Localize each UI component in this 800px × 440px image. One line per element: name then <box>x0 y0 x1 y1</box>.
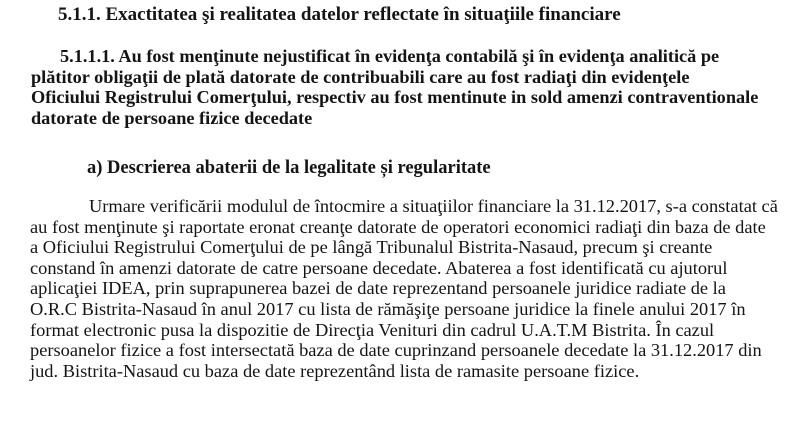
paragraph-line: format electronic pusa la dispozitie de Direcţia Venituri din cadrul U.A.T.M Bistrita. În cazul <box>30 319 715 340</box>
section-title: 5.1.1. Exactitatea şi realitatea datelor reflectate în situaţiile financiare <box>58 4 621 25</box>
paragraph-line: O.R.C Bistrita-Nasaud în anul 2017 cu lista de rămăşiţe persoane juridice la finele anului 2017 în <box>30 298 746 319</box>
paragraph-line: au fost menţinute şi raportate eronat creanţe datorate de operatori economici radiaţi din baza de date <box>30 216 766 237</box>
paragraph-line: a Oficiului Registrului Comerţului de pe lângă Tribunalul Bistrita-Nasaud, precum şi creante <box>30 237 713 258</box>
subheading: a) Descrierea abaterii de la legalitate și regularitate <box>87 158 491 178</box>
subsection-title <box>31 46 781 128</box>
subsection-title-line: 5.1.1.1. Au fost menţinute nejustificat în evidenţa contabilă şi în evidenţa analitică pe <box>60 46 720 66</box>
body-paragraph <box>30 196 780 381</box>
paragraph-line: aplicaţiei IDEA, prin suprapunerea bazei de date reprezentand persoanele juridice radiate de la <box>30 278 726 299</box>
subsection-title-line: plătitor obligaţii de plată datorate de contribuabili care au fost radiaţi din evidenţele <box>31 66 690 87</box>
paragraph-line: jud. Bistrita-Nasaud cu baza de date reprezentând lista de ramasite persoane fizice. <box>30 360 640 381</box>
paragraph-line: constand în amenzi datorate de catre persoane decedate. Abaterea a fost identificată cu ajutorul <box>30 257 728 278</box>
subsection-title-line: datorate de persoane fizice decedate <box>31 107 313 128</box>
paragraph-line: Urmare verificării modulul de întocmire a situaţiilor financiare la 31.12.2017, s-a constatat că <box>89 196 778 216</box>
paragraph-line: persoanelor fizice a fost intersectată baza de date cuprinzand persoanele decedate la 31.12.2017 din <box>30 340 762 361</box>
subsection-title-line: Oficiului Registrului Comerţului, respectiv au fost mentinute in sold amenzi contraventionale <box>31 87 759 107</box>
